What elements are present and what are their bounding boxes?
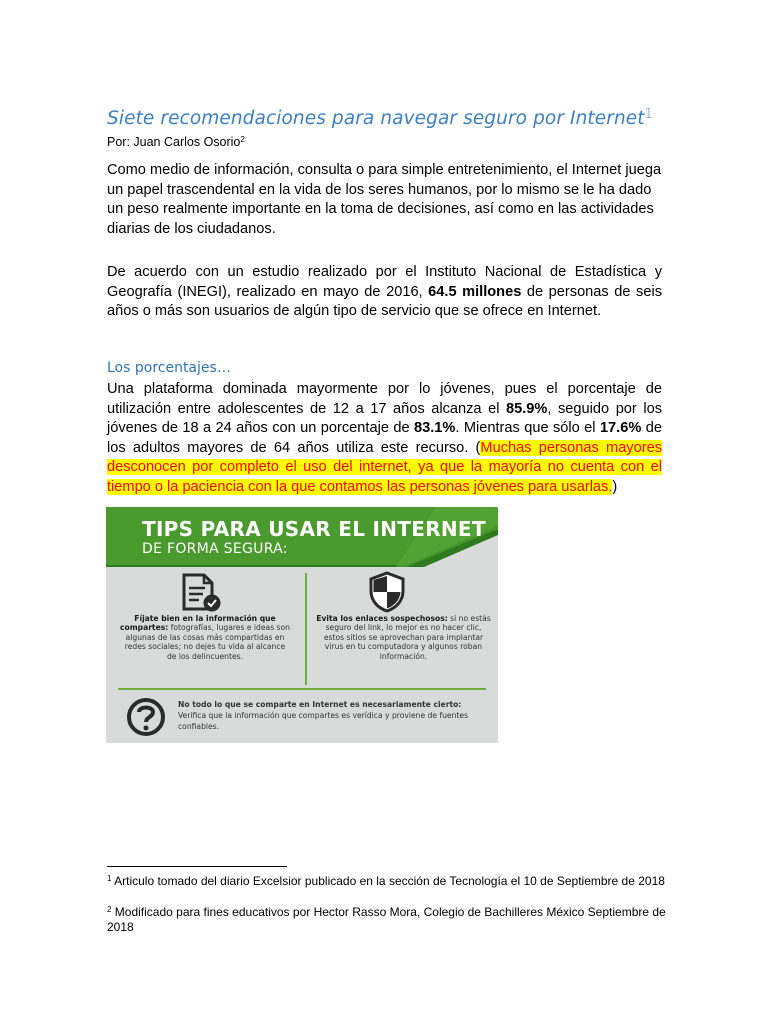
author-line — [107, 135, 245, 149]
document-title — [107, 107, 653, 129]
infographic-title: TIPS PARA USAR EL INTERNET — [142, 517, 486, 541]
footnote-1 — [107, 872, 667, 889]
title-footnote-mark: 1 — [644, 107, 653, 122]
paragraph-inegi-text: De acuerdo con un estudio realizado por el Instituto Nacional de Estadística y Geografía (INEGI), realizado en mayo de 2016, — [107, 264, 662, 300]
author-text: Por: Juan Carlos Osorio — [107, 135, 241, 149]
tip-avoid-links-heading: Evita los enlaces sospechosos: — [316, 614, 448, 623]
footnote-1-mark: 1 — [107, 874, 112, 883]
percent-text-4: de los adultos mayores de 64 años utiliza este recurso. ( — [107, 420, 662, 456]
footnote-1-text: Articulo tomado del diario Excelsior publicado en la sección de Tecnología el 10 de Septiembre de 2018 — [111, 874, 665, 888]
highlight-stat-users: 64.5 millones — [428, 283, 522, 300]
tip-avoid-links — [316, 614, 491, 661]
paragraph-intro: Como medio de información, consulta o para simple entretenimiento, el Internet juega un papel trascendental en la vida de los seres humanos, por lo mismo se le ha dado un peso realmente importante en la toma de decisiones, así como en las actividades diarias de los ciudadanos. — [107, 162, 662, 237]
shield-icon — [368, 571, 406, 613]
tip-verify-info-text: Verifica que la información que compartes es verídica y proviene de fuentes confiables. — [178, 711, 469, 731]
section-heading: Los porcentajes… — [107, 360, 231, 376]
percent-text-2: , seguido por los jóvenes de 18 a 24 años con un porcentaje de — [107, 400, 662, 436]
footnote-2-mark: 2 — [107, 905, 112, 914]
percent-text-3: . Mientras que sólo el — [455, 420, 600, 436]
document-check-icon — [180, 573, 224, 613]
tip-share-carefully — [120, 614, 290, 661]
stat-teens: 85.9% — [506, 400, 548, 417]
tip-verify-info-heading: No todo lo que se comparte en Internet es necesariamente cierto: — [178, 700, 462, 709]
percent-text-5: ) — [612, 478, 618, 495]
tip-share-carefully-text: fotografías, lugares e ideas son algunas de las cosas más compartidas en redes sociales; no dejes tu vida al alcance de los delincuentes. — [124, 623, 290, 661]
horizontal-divider — [118, 688, 486, 690]
infographic-image — [106, 507, 498, 743]
footnote-2-text: Modificado para fines educativos por Hector Rasso Mora, Colegio de Bachilleres México Septiembre de 2018 — [107, 905, 666, 934]
question-mark-icon — [124, 697, 168, 737]
highlighted-note: Muchas personas mayores desconocen por completo el uso del internet, ya que la mayoría no cuenta con el tiempo o la paciencia con la que contamos las personas jóvenes para usarlas. — [107, 439, 662, 495]
title-text: Siete recomendaciones para navegar seguro por Internet — [107, 108, 645, 129]
tip-share-carefully-heading: Fíjate bien en la información que compartes: — [120, 614, 276, 633]
vertical-divider — [305, 573, 307, 685]
paragraph-inegi — [107, 263, 662, 322]
author-footnote-mark: 2 — [240, 135, 245, 144]
stat-seniors: 17.6% — [599, 420, 642, 436]
footnote-separator — [107, 866, 287, 867]
tip-verify-info — [178, 699, 478, 732]
infographic-subtitle: DE FORMA SEGURA: — [142, 541, 288, 557]
stat-young-adults: 83.1% — [414, 420, 456, 436]
footnote-2 — [107, 903, 667, 934]
paragraph-inegi-text-end: de personas de seis años o más son usuarios de algún tipo de servicio que se ofrece en Internet. — [107, 283, 663, 319]
paragraph-percentages — [107, 380, 662, 497]
tip-avoid-links-text: si no estás seguro del link, lo mejor es no hacer clic, estos sitios se aprovechan para implantar virus en tu computadora y algunos roban información. — [323, 614, 491, 661]
percent-text-1: Una plataforma dominada mayormente por lo jóvenes, pues el porcentaje de utilización entre adolescentes de 12 a 17 años alcanza el — [107, 381, 662, 417]
